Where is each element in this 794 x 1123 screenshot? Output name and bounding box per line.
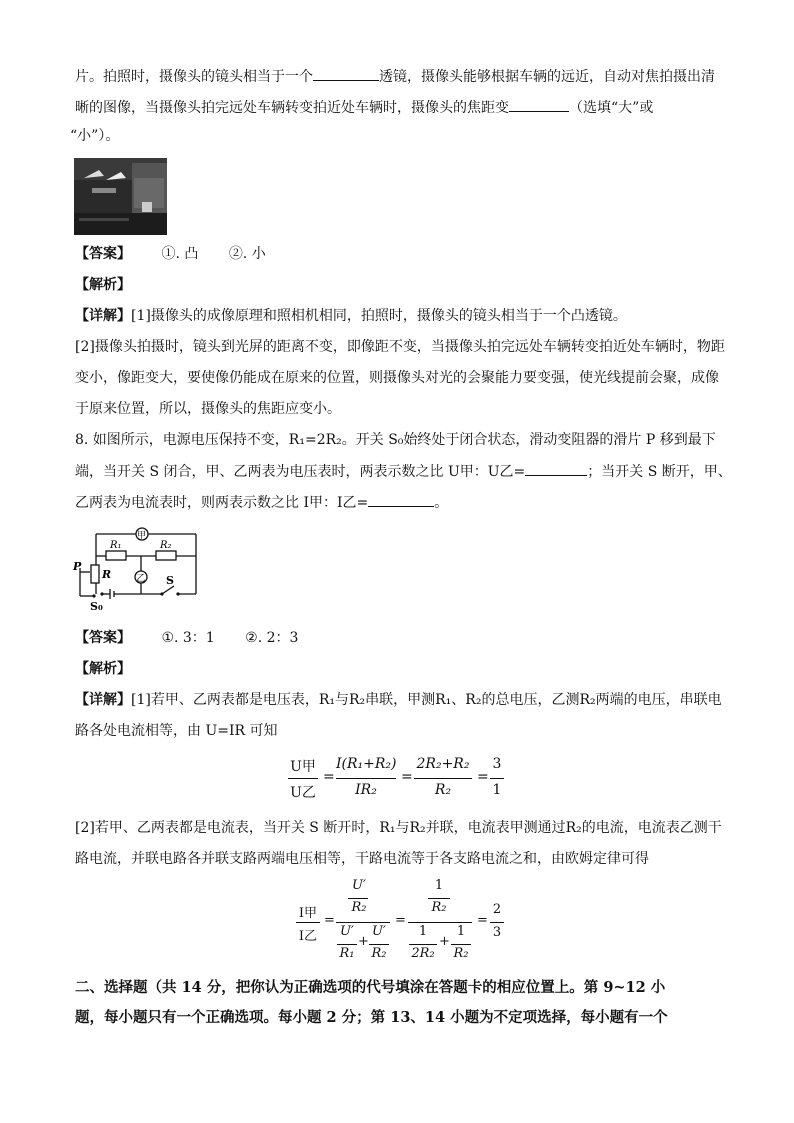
eq2-a-top: U′ <box>352 878 366 893</box>
answer-1: ①. 凸 <box>161 246 199 262</box>
eq1-mid-num: I(R₁+R₂) <box>336 756 397 772</box>
eq2-lhs-den: I乙 <box>298 929 318 944</box>
section-2-heading-line2: 题，每小题只有一个正确选项。每小题 2 分；第 13、14 小题为不定项选择，每小题有一个 <box>75 1009 668 1026</box>
eq2-c-bot: R₂ <box>431 900 447 915</box>
q7-line1 <box>75 66 715 87</box>
eq2-b1-top: U′ <box>340 924 354 939</box>
q8-stem-2-text-b: ；当开关 S 断开，甲、 <box>587 464 732 480</box>
eq2-equals-2: = <box>395 913 406 928</box>
detail-label: 【详解】 <box>75 692 131 708</box>
eq2-equals-3: = <box>477 913 488 928</box>
fill-blank-4[interactable] <box>368 492 434 507</box>
eq2-c-top: 1 <box>434 878 444 893</box>
fill-blank-1[interactable] <box>313 66 379 81</box>
equation-1: U甲 U乙 = I(R₁+R₂) IR₂ = 2R₂+R₂ R₂ = 3 1 <box>288 752 518 812</box>
q7-detail-1-text: [1]摄像头的成像原理和照相机相同，拍照时，摄像头的镜头相当于一个凸透镜。 <box>131 308 627 324</box>
q7-line2 <box>75 97 653 118</box>
eq1-lhs-num: U甲 <box>290 759 316 775</box>
camera-photo <box>74 158 167 235</box>
q8-detail-1b: 路各处电流相等，由 U=IR 可知 <box>75 723 278 739</box>
eq2-d2-top: 1 <box>456 924 466 939</box>
q8-answer-row <box>75 628 298 648</box>
answer-label: 【答案】 <box>75 630 131 646</box>
p-label: P <box>73 560 82 573</box>
eq1-res-num: 3 <box>492 756 502 772</box>
q8-stem-1: 8. 如图所示，电源电压保持不变，R₁=2R₂。开关 S₀始终处于闭合状态，滑动变阻器的滑片 P 移到最下 <box>75 432 716 448</box>
q7-answer-row <box>75 244 266 264</box>
eq1-r-num: 2R₂+R₂ <box>416 756 470 772</box>
q8-detail-2b: 路电流，并联电路各并联支路两端电压相等，干路电流等于各支路电流之和，由欧姆定律可得 <box>75 851 649 867</box>
detail-label: 【详解】 <box>75 308 131 324</box>
q8-detail-1a-text: [1]若甲、乙两表都是电压表，R₁与R₂串联，甲测R₁、R₂的总电压，乙测R₂两端的电压，串联电 <box>131 692 722 708</box>
eq1-res-den: 1 <box>492 782 502 798</box>
eq2-d2-bot: R₂ <box>453 946 469 961</box>
eq1-mid-den: IR₂ <box>355 782 377 798</box>
fill-blank-3[interactable] <box>525 461 587 476</box>
eq2-lhs-num: I甲 <box>298 906 318 921</box>
s0-label: S₀ <box>90 600 103 612</box>
analysis-label: 【解析】 <box>75 661 131 677</box>
q8-stem-3 <box>75 492 448 513</box>
meter-top-label: 甲 <box>137 531 147 541</box>
q7-detail-2a: [2]摄像头拍摄时，镜头到光屏的距离不变，即像距不变，当摄像头拍完远处车辆转变拍近处车辆时，物距 <box>75 339 725 355</box>
eq1-r-den: R₂ <box>434 782 452 798</box>
q7-line2-text-b: （选填“大”或 <box>569 100 654 116</box>
q8-stem-3-text-b: 。 <box>434 495 449 511</box>
eq2-d1-top: 1 <box>418 924 428 939</box>
q7-detail-2b: 变小，像距变大，要使像仍能成在原来的位置，则摄像头对光的会聚能力要变强，使光线提前会聚，成像 <box>75 370 719 386</box>
q8-stem-2 <box>75 461 732 482</box>
eq2-b1-bot: R₁ <box>339 946 355 961</box>
analysis-label: 【解析】 <box>75 277 131 293</box>
eq2-plus-2: + <box>439 934 450 949</box>
eq2-plus-1: + <box>358 934 369 949</box>
eq2-equals-1: = <box>324 913 335 928</box>
eq2-res-den: 3 <box>492 925 502 940</box>
eq2-d1-bot: 2R₂ <box>411 946 435 961</box>
r1-label: R₁ <box>110 540 122 551</box>
answer-label: 【答案】 <box>75 246 131 262</box>
q7-line2-text-a: 晰的图像，当摄像头拍完远处车辆转变拍近处车辆时，摄像头的焦距变 <box>75 100 509 116</box>
q8-stem-2-text-a: 端，当开关 S 闭合，甲、乙两表为电压表时，两表示数之比 U甲：U乙= <box>75 464 526 480</box>
fill-blank-2[interactable] <box>509 97 569 112</box>
q7-line1-text-a: 片。拍照时，摄像头的镜头相当于一个 <box>75 69 313 85</box>
q8-detail-2a: [2]若甲、乙两表都是电流表，当开关 S 断开时，R₁与R₂并联，电流表甲测通过R₂的电流，电流表乙测干 <box>75 820 722 836</box>
answer-2: ②. 小 <box>228 246 266 262</box>
eq2-b2-top: U′ <box>372 924 386 939</box>
q8-detail-1a <box>75 690 722 710</box>
r-label: R <box>102 568 112 581</box>
s-label: S <box>166 574 174 587</box>
eq2-a-bot: R₂ <box>351 900 367 915</box>
q7-line1-text-b: 透镜，摄像头能够根据车辆的远近，自动对焦拍摄出清 <box>379 69 715 85</box>
answer-1: ①. 3：1 <box>161 630 215 646</box>
eq1-lhs-den: U乙 <box>290 785 316 801</box>
section-2-heading-line1: 二、选择题（共 14 分，把你认为正确选项的代号填涂在答题卡的相应位置上。第 9~12 小 <box>75 979 666 996</box>
eq2-res-num: 2 <box>492 902 502 917</box>
meter-mid-label: 乙 <box>136 574 146 584</box>
equation-2 <box>296 878 506 970</box>
q7-detail-2c: 于原来位置，所以，摄像头的焦距应变小。 <box>75 401 341 417</box>
eq2-b2-bot: R₂ <box>371 946 387 961</box>
r2-label: R₂ <box>160 540 172 551</box>
q7-detail-1 <box>75 306 627 326</box>
q7-line3: “小”）。 <box>70 128 120 144</box>
q8-stem-3-text-a: 乙两表为电流表时，则两表示数之比 I甲：I乙= <box>75 495 369 511</box>
answer-2: ②. 2：3 <box>245 630 299 646</box>
circuit-diagram <box>72 524 202 612</box>
